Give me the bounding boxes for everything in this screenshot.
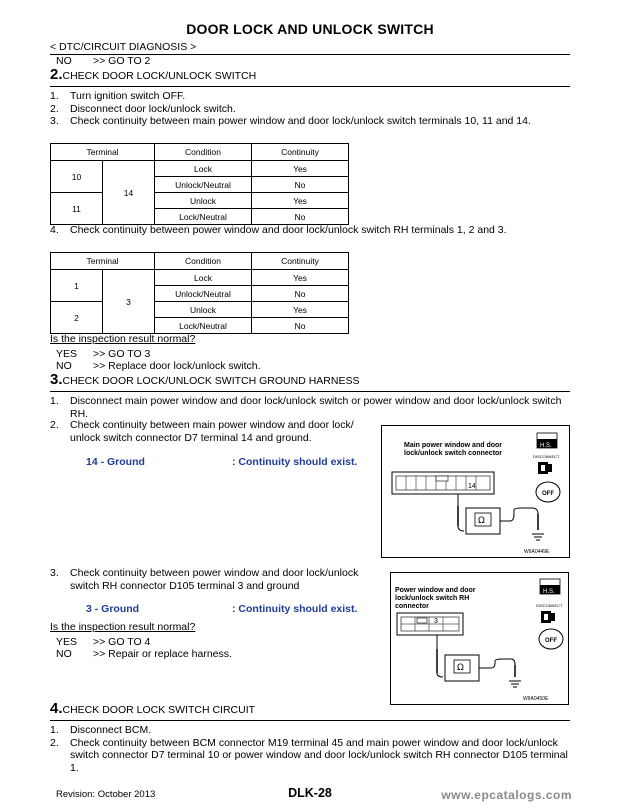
answer-no-key: NO (56, 55, 72, 67)
table-row: Lock/Neutral No (51, 209, 349, 225)
table-row: 2 Unlock Yes (51, 302, 349, 318)
svg-text:OFF: OFF (545, 638, 557, 644)
answer-yes-key: YES (56, 636, 78, 648)
inspection-question: Is the inspection result normal? (50, 333, 196, 345)
step-title: CHECK DOOR LOCK SWITCH CIRCUIT (62, 704, 256, 716)
table-row: Lock/Neutral No (51, 318, 349, 334)
divider (50, 720, 570, 721)
breadcrumb: < DTC/CIRCUIT DIAGNOSIS > (50, 41, 197, 53)
step-4-list (50, 724, 572, 774)
figure-label: Power window and door lock/unlock switch RH connector (395, 587, 476, 610)
table-header-row: Terminal Condition Continuity (51, 253, 349, 270)
answer-yes-value: >> GO TO 4 (93, 636, 151, 648)
result-value: : Continuity should exist. (232, 456, 358, 468)
divider (50, 391, 570, 392)
list-item: 3. Check continuity between main power window and door lock/unlock switch terminals 10, 11 and 14. (50, 115, 531, 127)
svg-text:DISCONNECT: DISCONNECT (533, 454, 560, 459)
list-item: 1. Disconnect main power window and door lock/unlock switch or power window and door lock/unlock switch RH. (50, 395, 562, 420)
table-header-row: Terminal Condition Continuity (51, 144, 349, 161)
result-value: : Continuity should exist. (232, 603, 358, 615)
figure-code: WIIA0450E (523, 696, 549, 702)
svg-text:H.S.: H.S. (543, 589, 555, 595)
answer-no-key: NO (56, 360, 72, 372)
answer-no-value: >> GO TO 2 (93, 55, 151, 67)
step-2-heading (50, 66, 256, 83)
table-row: Unlock/Neutral No (51, 286, 349, 302)
answer-yes-key: YES (56, 348, 78, 360)
step-number: 4. (50, 700, 63, 717)
circuit-tester-diagram (382, 426, 569, 557)
answer-no-value: >> Replace door lock/unlock switch. (93, 360, 261, 372)
connector-figure-1 (381, 425, 570, 558)
step-title: CHECK DOOR LOCK/UNLOCK SWITCH GROUND HARNESS (62, 375, 360, 387)
figure-code: WIIA0449E (524, 549, 550, 555)
step-4-heading (50, 700, 255, 717)
table-row: 1 3 Lock Yes (51, 270, 349, 286)
circuit-tester-diagram (391, 573, 568, 704)
step-3-heading (50, 371, 359, 388)
step-3-list (50, 395, 572, 420)
list-item: 3. Check continuity between power window and door lock/unlock switch RH connector D105 terminal 3 and ground (50, 567, 359, 592)
watermark: www.epcatalogs.com (441, 788, 572, 802)
figure-label: Main power window and door lock/unlock switch connector (404, 442, 503, 457)
inspection-question: Is the inspection result normal? (50, 621, 196, 633)
page-number: DLK-28 (288, 786, 332, 800)
result-label: 14 - Ground (86, 456, 145, 468)
table-row: 11 Unlock Yes (51, 193, 349, 209)
svg-text:DISCONNECT: DISCONNECT (536, 603, 563, 608)
page-title: DOOR LOCK AND UNLOCK SWITCH (186, 21, 434, 37)
svg-text:Ω: Ω (478, 516, 485, 526)
divider (50, 86, 570, 87)
continuity-table-2 (50, 252, 349, 334)
svg-text:Ω: Ω (457, 663, 464, 673)
list-item: 1. Disconnect BCM. (50, 724, 152, 736)
step-number: 2. (50, 66, 63, 83)
list-item: 2. Check continuity between main power window and door lock/ unlock switch connector D7 terminal 14 and ground. (50, 419, 354, 444)
answer-no-value: >> Repair or replace harness. (93, 648, 232, 660)
svg-text:14: 14 (468, 483, 476, 490)
answer-no-key: NO (56, 648, 72, 660)
step-2-list-cont (50, 224, 572, 237)
svg-text:H.S.: H.S. (540, 443, 552, 449)
svg-text:3: 3 (434, 618, 438, 625)
step-2-list (50, 90, 572, 128)
list-item: 1. Turn ignition switch OFF. (50, 90, 186, 102)
continuity-table-1 (50, 143, 349, 225)
step-3-list-2 (50, 419, 376, 444)
step-title: CHECK DOOR LOCK/UNLOCK SWITCH (62, 70, 257, 82)
step-3-list-3 (50, 567, 376, 592)
revision-date: Revision: October 2013 (56, 789, 156, 800)
result-label: 3 - Ground (86, 603, 140, 615)
list-item: 2. Check continuity between BCM connector M19 terminal 45 and main power window and door lock/unlock switch connector D7 terminal 10 or power window and door lock/unlock switch RH connector D105 terminal 1. (50, 736, 568, 774)
list-item: 4. Check continuity between power window and door lock/unlock switch RH terminals 1, 2 and 3. (50, 224, 507, 236)
answer-yes-value: >> GO TO 3 (93, 348, 151, 360)
svg-text:OFF: OFF (542, 491, 554, 497)
step-number: 3. (50, 371, 63, 388)
table-row: 10 14 Lock Yes (51, 161, 349, 177)
connector-figure-2 (390, 572, 569, 705)
list-item: 2. Disconnect door lock/unlock switch. (50, 102, 236, 115)
table-row: Unlock/Neutral No (51, 177, 349, 193)
